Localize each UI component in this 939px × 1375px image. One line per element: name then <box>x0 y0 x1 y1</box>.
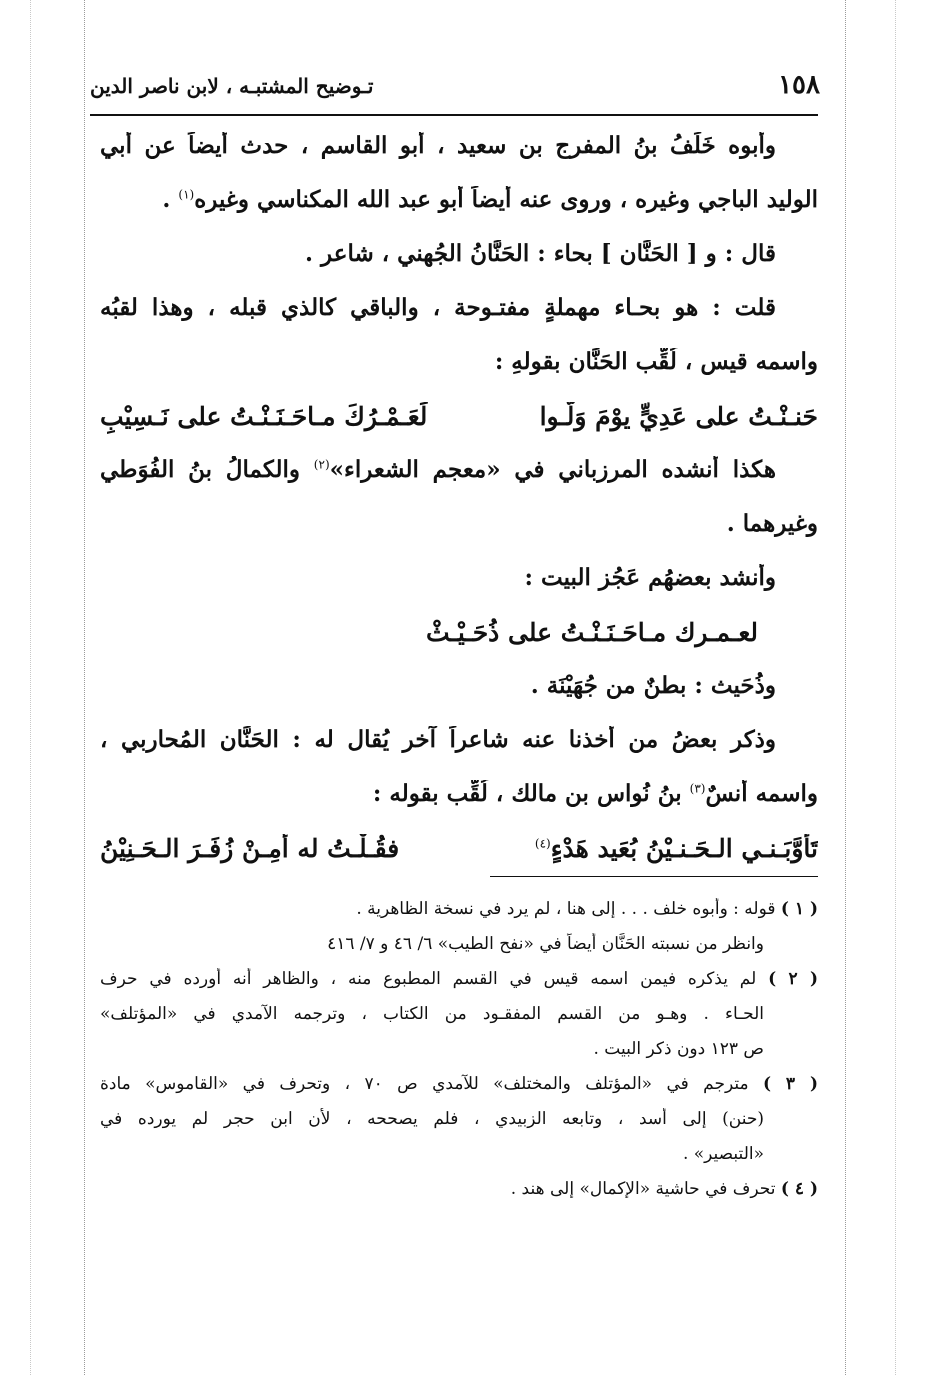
text-line <box>100 294 818 348</box>
text-line <box>100 726 818 780</box>
text-line-content: وغيرهما . <box>726 510 818 537</box>
text-line-end: والكمالُ بنُ الفُوَطي <box>100 456 314 483</box>
footnote-number: ( ٣ ) <box>762 1074 818 1094</box>
footnote-text: لم يذكره فيمن اسمه قيس في القسم المطبوع منه ، والظاهر أنه أورده في حرف <box>100 969 757 989</box>
text-line-content: قلت : هو بحـاء مهملةٍ مفتـوحة ، والباقي كالذي قبله ، وهذا لقبُه <box>100 294 776 321</box>
footnote-text: قوله : وأبوه خلف . . . إلى هنا ، لم يرد في نسخة الظاهرية . <box>356 899 776 919</box>
verse-hemistich-text: تَأَوَّبَـنـي الـحَـنـيْنُ بُعَيد هَدْءٍ <box>550 834 818 863</box>
footnote-3-continuation <box>100 1108 818 1143</box>
page-header <box>90 62 820 108</box>
footnote-text: وانظر من نسبته الحَنَّان أيضاً في «نفح الطيب» ٦/ ٤٦ و ٧/ ٤١٦ <box>327 934 764 954</box>
text-line-content: وذُحَيث : بطنٌ من جُهَيْنَة . <box>530 672 776 699</box>
text-line <box>100 564 818 618</box>
verse-hemistich-first <box>535 834 818 864</box>
text-line-content: وأبوه خَلَفُ بنُ المفرج بن سعيد ، أبو القاسم ، حدث أيضاً عن أبي <box>100 132 776 159</box>
verse-hemistich: لعـمـرك مـاحَـنَـنْـتُ على ذُحَـيْـثْ <box>425 618 758 647</box>
header-rule <box>90 114 818 116</box>
text-line-content: واسمه أنسٌ <box>705 780 818 807</box>
text-line <box>100 672 818 726</box>
footnotes <box>100 898 818 1213</box>
footnote-rule <box>490 876 818 877</box>
footnote-text: «التبصير» . <box>682 1144 764 1164</box>
footnote-2 <box>100 968 818 1003</box>
footnote-1-continuation <box>100 933 818 968</box>
text-line <box>100 456 818 510</box>
text-line-content: هكذا أنشده المرزباني في «معجم الشعراء» <box>329 456 776 483</box>
main-text <box>100 132 818 888</box>
footnote-2-continuation <box>100 1038 818 1073</box>
verse-line <box>100 834 818 888</box>
scan-margin-line <box>84 0 85 1375</box>
scan-margin-line <box>845 0 846 1375</box>
text-line <box>100 186 818 240</box>
footnote-reference[interactable]: (٢) <box>313 457 330 472</box>
footnote-number: ( ١ ) <box>780 899 818 919</box>
footnote-text: ص ١٢٣ دون ذكر البيت . <box>593 1039 764 1059</box>
verse-hemistich-second: لَعَـمْـرُكَ مـاحَـنَـنْـتُ على نَـسِيْبِ <box>100 402 428 431</box>
text-line-content: الوليد الباجي وغيره ، وروى عنه أيضاً أبو عبد الله المكناسي وغيره <box>194 186 818 213</box>
footnote-reference[interactable]: (١) <box>178 187 195 202</box>
footnote-2-continuation <box>100 1003 818 1038</box>
footnote-3 <box>100 1073 818 1108</box>
text-line-content: وذكر بعضُ من أخذنا عنه شاعراً آخر يُقال له : الحَنَّان المُحاربي ، <box>100 726 776 753</box>
footnote-4 <box>100 1178 818 1213</box>
text-line <box>100 132 818 186</box>
text-line <box>100 348 818 402</box>
text-line <box>100 510 818 564</box>
footnote-3-continuation <box>100 1143 818 1178</box>
scan-margin-line <box>895 0 896 1375</box>
footnote-reference[interactable]: (٣) <box>689 781 706 796</box>
footnote-number: ( ٤ ) <box>780 1179 818 1199</box>
verse-hemistich-first: حَنـنْـتُ على عَدِيٍّ يوْمَ وَلَّـوا <box>539 402 818 431</box>
footnote-text: مترجم في «المؤتلف والمختلف» للآمدي ص ٧٠ ، وتحرف في «القاموس» مادة <box>100 1074 749 1094</box>
footnote-text: تحرف في حاشية «الإكمال» إلى هند . <box>510 1179 776 1199</box>
text-line-content: واسمه قيس ، لُقِّب الحَنَّان بقولهِ : <box>494 348 818 375</box>
text-line-content: قال : و [ الحَنَّان ] بحاء : الحَنَّانُ الجُهني ، شاعر . <box>305 240 776 267</box>
scan-margin-line <box>30 0 31 1375</box>
text-line-content: وأنشد بعضهُم عَجُز البيت : <box>524 564 776 591</box>
footnote-number: ( ٢ ) <box>768 969 818 989</box>
verse-line <box>100 618 818 672</box>
footnote-text: الحـاء . وهـو من القسم المفقـود من الكتاب ، وترجمه الآمدي في «المؤتلف» <box>100 1004 764 1024</box>
text-line-end: . <box>162 186 179 213</box>
page-number: ١٥٨ <box>778 70 820 100</box>
verse-hemistich-second: فقُـلْـتُ له أمِـنْ زُفَـرَ الـحَـنِيْنُ <box>100 834 400 863</box>
running-title: تـوضيح المشتبـه ، لابن ناصر الدين <box>90 74 374 98</box>
footnote-reference[interactable]: (٤) <box>534 836 551 851</box>
text-line <box>100 780 818 834</box>
footnote-1 <box>100 898 818 933</box>
text-line-end: بنُ نُواس بن مالك ، لُقِّب بقوله : <box>372 780 690 807</box>
verse-line <box>100 402 818 456</box>
text-line <box>100 240 818 294</box>
footnote-text: (حنن) إلى أسد ، وتابعه الزبيدي ، فلم يصححه ، لأن ابن حجر لم يورده في <box>100 1109 764 1129</box>
